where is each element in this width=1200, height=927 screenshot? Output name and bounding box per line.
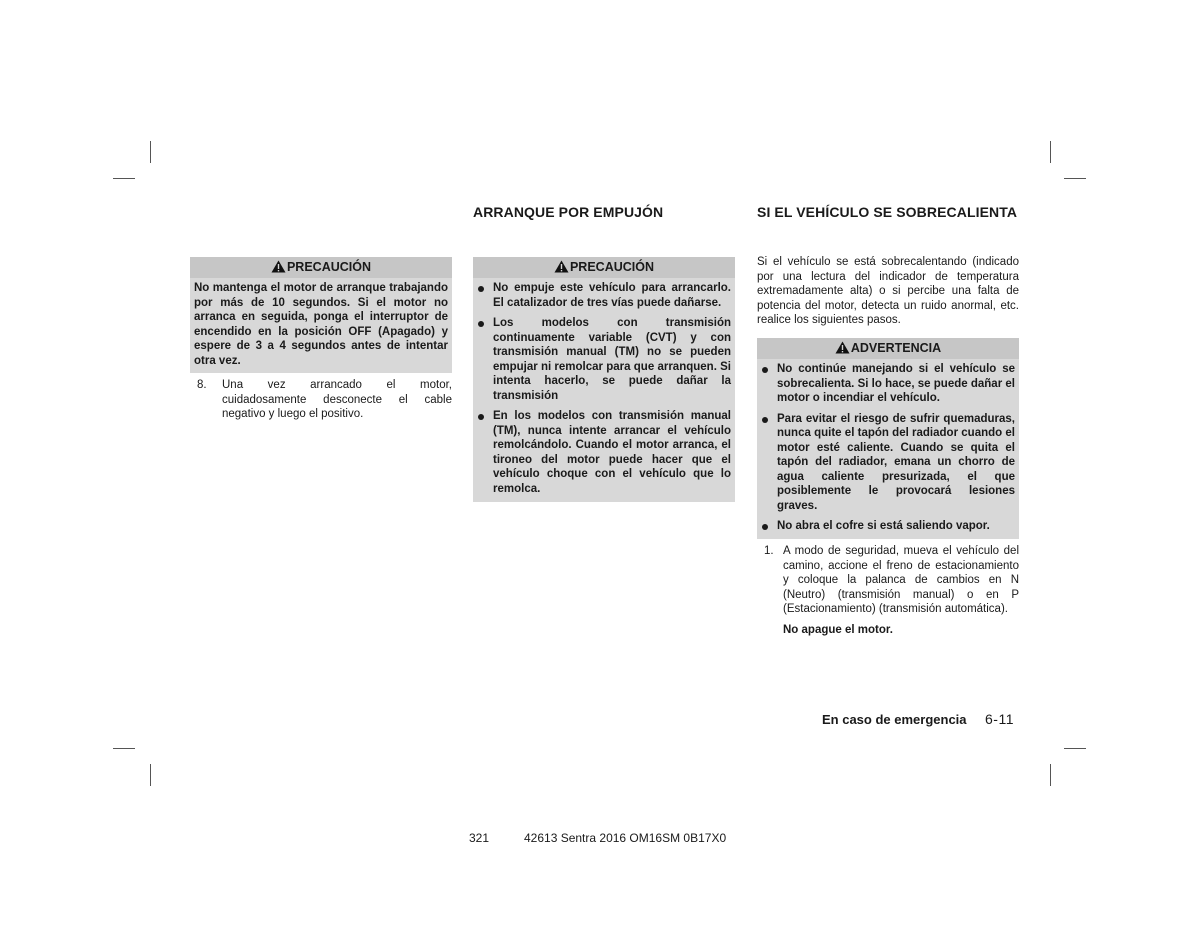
step-number: 1.: [764, 545, 774, 557]
bullet-text: No abra el cofre si está saliendo vapor.: [777, 520, 990, 532]
caution-box: [473, 257, 735, 502]
caution-title-bar: [190, 257, 452, 278]
warning-bullet: [761, 362, 1015, 406]
bullet-dot: [478, 414, 484, 420]
intro-paragraph: Si el vehículo se está sobrecalentando (indicado por una lectura del indicador de temperatura extremadamente alta) o si percibe una falta de potencia del motor, detecta un ruido anormal, etc. realice los siguientes pasos.: [757, 256, 1019, 326]
warning-triangle-icon: [835, 340, 850, 361]
caution-bullet: [477, 281, 731, 310]
bullet-dot: [762, 524, 768, 530]
bullet-text: Los modelos con transmisión continuamente variable (CVT) y con transmisión manual (TM) no se pueden empujar ni remolcar para que arranquen. Si intenta hacerlo, se puede dañar la transmisión: [493, 317, 731, 402]
warning-bullet: [761, 412, 1015, 514]
bullet-dot: [478, 321, 484, 327]
step-item: [197, 378, 452, 422]
bullet-dot: [762, 417, 768, 423]
crop-mark: [1064, 178, 1086, 179]
bullet-text: Para evitar el riesgo de sufrir quemaduras, nunca quite el tapón del radiador cuando el motor esté caliente. Cuando se quita el tapón del radiador, emana un chorro de agua caliente presurizada, el que posiblemente le provocará lesiones graves.: [777, 412, 1015, 512]
warning-box: [757, 338, 1019, 539]
step-text: Una vez arrancado el motor, cuidadosamente desconecte el cable negativo y luego el positivo.: [222, 379, 452, 420]
bullet-dot: [478, 286, 484, 292]
document-id: 42613 Sentra 2016 OM16SM 0B17X0: [524, 831, 727, 845]
section-heading: SI EL VEHÍCULO SE SOBRECALIENTA: [757, 204, 1018, 220]
crop-mark: [150, 764, 151, 786]
step-note: No apague el motor.: [783, 624, 893, 636]
caution-title: PRECAUCIÓN: [286, 260, 372, 274]
warning-title: ADVERTENCIA: [850, 341, 942, 355]
warning-triangle-icon: [554, 259, 569, 280]
step-item: [764, 544, 1019, 617]
bullet-text: En los modelos con transmisión manual (TM), nunca intente arrancar el vehículo remolcándolo. Cuando el motor arranca, el tironeo del motor puede hacer que el vehículo choque con el vehículo que lo remolca.: [493, 410, 731, 495]
caution-bullet: [477, 409, 731, 496]
section-heading: ARRANQUE POR EMPUJÓN: [473, 204, 664, 220]
step-number: 8.: [197, 379, 207, 391]
footer-section-title: En caso de emergencia: [822, 712, 967, 727]
caution-text: No mantenga el motor de arranque trabajando por más de 10 segundos. Si el motor no arranca en seguida, ponga el interruptor de encendido en la posición OFF (Apagado) y espere de 3 a 4 segundos antes de intentar otra vez.: [194, 282, 448, 367]
caution-title: PRECAUCIÓN: [569, 260, 655, 274]
warning-triangle-icon: [271, 259, 286, 280]
crop-mark: [113, 178, 135, 179]
warning-title-bar: [757, 338, 1019, 359]
crop-mark: [1064, 748, 1086, 749]
step-text: A modo de seguridad, mueva el vehículo del camino, accione el freno de estacionamiento y coloque la palanca de cambios en N (Neutro) (transmisión manual) o en P (Estacionamiento) (transmisión automática).: [783, 545, 1019, 615]
caution-bullet: [477, 316, 731, 403]
sheet-number: 321: [469, 831, 490, 845]
warning-bullet: [761, 519, 1015, 534]
bullet-text: No empuje este vehículo para arrancarlo. El catalizador de tres vías puede dañarse.: [493, 282, 731, 309]
crop-mark: [113, 748, 135, 749]
caution-title-bar: [473, 257, 735, 278]
crop-mark: [1050, 141, 1051, 163]
bullet-text: No continúe manejando si el vehículo se sobrecalienta. Si lo hace, se puede dañar el motor o incendiar el vehículo.: [777, 363, 1015, 404]
page-number: 6-11: [985, 711, 1014, 727]
crop-mark: [150, 141, 151, 163]
crop-mark: [1050, 764, 1051, 786]
caution-box: [190, 257, 452, 373]
bullet-dot: [762, 367, 768, 373]
